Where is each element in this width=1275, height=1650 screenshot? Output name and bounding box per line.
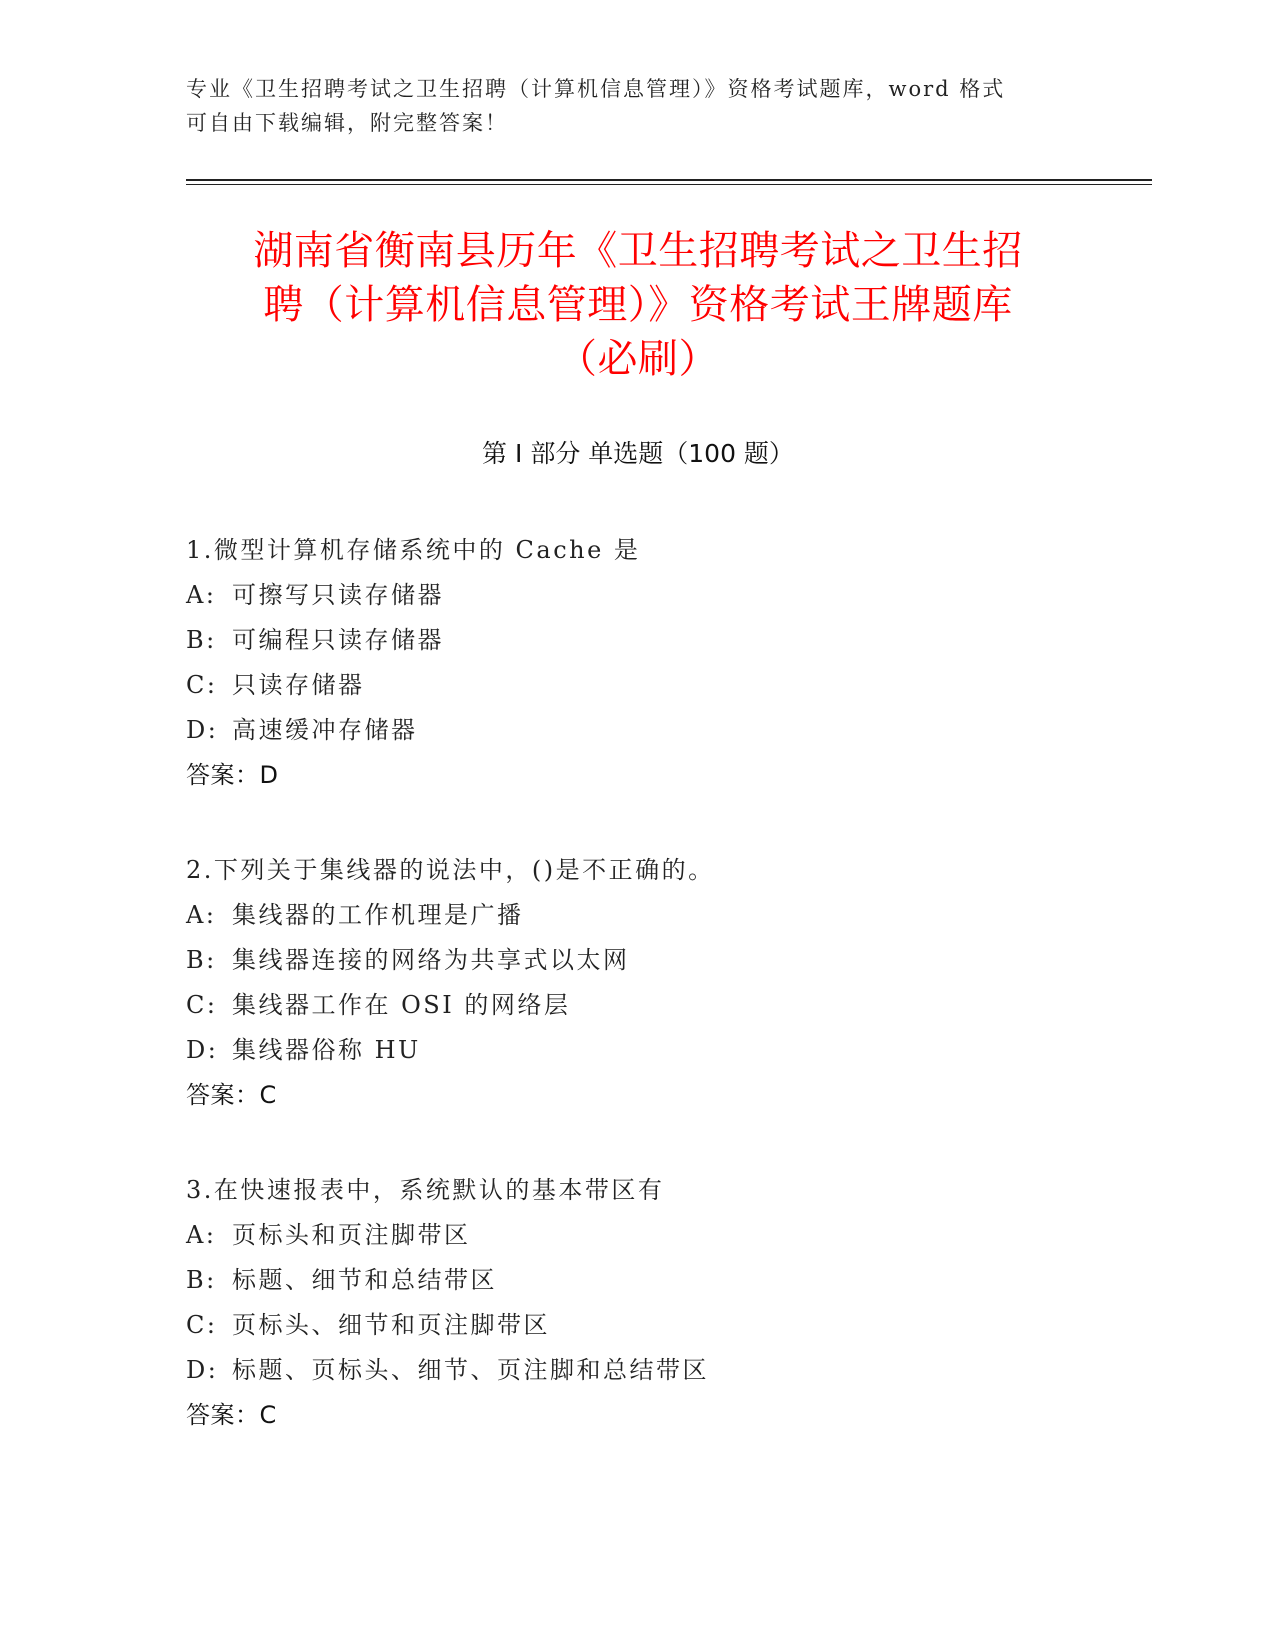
header-divider-thick xyxy=(186,179,1152,181)
option-d xyxy=(186,708,1146,753)
option-text: 页标头和页注脚带区 xyxy=(232,1221,471,1249)
option-letter: C: xyxy=(186,671,218,699)
option-c xyxy=(186,1303,1146,1348)
answer-line: 答案：C xyxy=(186,1401,277,1429)
question-stem: 1.微型计算机存储系统中的 Cache 是 xyxy=(186,536,641,564)
option-letter: B: xyxy=(186,1266,217,1294)
option-text: 可编程只读存储器 xyxy=(232,626,444,654)
header-note-line-2: 可自由下载编辑，附完整答案！ xyxy=(186,111,508,135)
option-text: 只读存储器 xyxy=(232,671,365,699)
option-text: 标题、页标头、细节、页注脚和总结带区 xyxy=(232,1356,709,1384)
question-2 xyxy=(186,848,1146,1168)
option-text: 高速缓冲存储器 xyxy=(232,716,418,744)
option-c xyxy=(186,663,1146,708)
document-title-line-1: 湖南省衡南县历年《卫生招聘考试之卫生招 xyxy=(253,228,1023,274)
question-list xyxy=(186,528,1146,1488)
option-text: 页标头、细节和页注脚带区 xyxy=(232,1311,550,1339)
question-1 xyxy=(186,528,1146,848)
option-letter: D: xyxy=(186,1356,219,1384)
option-letter: D: xyxy=(186,1036,219,1064)
question-3 xyxy=(186,1168,1146,1488)
option-text: 集线器俗称 HU xyxy=(232,1036,421,1064)
header-note-line-1: 专业《卫生招聘考试之卫生招聘（计算机信息管理）》资格考试题库，word 格式 xyxy=(186,77,1006,101)
question-stem: 2.下列关于集线器的说法中，()是不正确的。 xyxy=(186,856,715,884)
option-letter: C: xyxy=(186,1311,218,1339)
option-b xyxy=(186,938,1146,983)
option-text: 可擦写只读存储器 xyxy=(232,581,444,609)
option-c xyxy=(186,983,1146,1028)
answer-line: 答案：D xyxy=(186,761,279,789)
header-divider-thin xyxy=(186,184,1152,185)
option-a xyxy=(186,573,1146,618)
option-b xyxy=(186,618,1146,663)
option-text: 标题、细节和总结带区 xyxy=(232,1266,497,1294)
option-text: 集线器连接的网络为共享式以太网 xyxy=(232,946,630,974)
option-letter: A: xyxy=(186,1221,217,1249)
option-letter: B: xyxy=(186,626,217,654)
option-d xyxy=(186,1348,1146,1393)
option-a xyxy=(186,893,1146,938)
option-b xyxy=(186,1258,1146,1303)
option-letter: A: xyxy=(186,901,217,929)
option-letter: D: xyxy=(186,716,219,744)
document-title xyxy=(186,224,1090,386)
option-letter: C: xyxy=(186,991,218,1019)
document-title-line-3: （必刷） xyxy=(557,336,719,382)
option-letter: A: xyxy=(186,581,217,609)
header-note xyxy=(186,72,1086,140)
answer-line: 答案：C xyxy=(186,1081,277,1109)
question-stem: 3.在快速报表中，系统默认的基本带区有 xyxy=(186,1176,665,1204)
option-letter: B: xyxy=(186,946,217,974)
option-d xyxy=(186,1028,1146,1073)
document-title-line-2: 聘（计算机信息管理）》资格考试王牌题库 xyxy=(263,282,1013,328)
option-text: 集线器的工作机理是广播 xyxy=(232,901,524,929)
section-heading: 第 I 部分 单选题（100 题） xyxy=(482,439,794,468)
option-a xyxy=(186,1213,1146,1258)
option-text: 集线器工作在 OSI 的网络层 xyxy=(232,991,571,1019)
